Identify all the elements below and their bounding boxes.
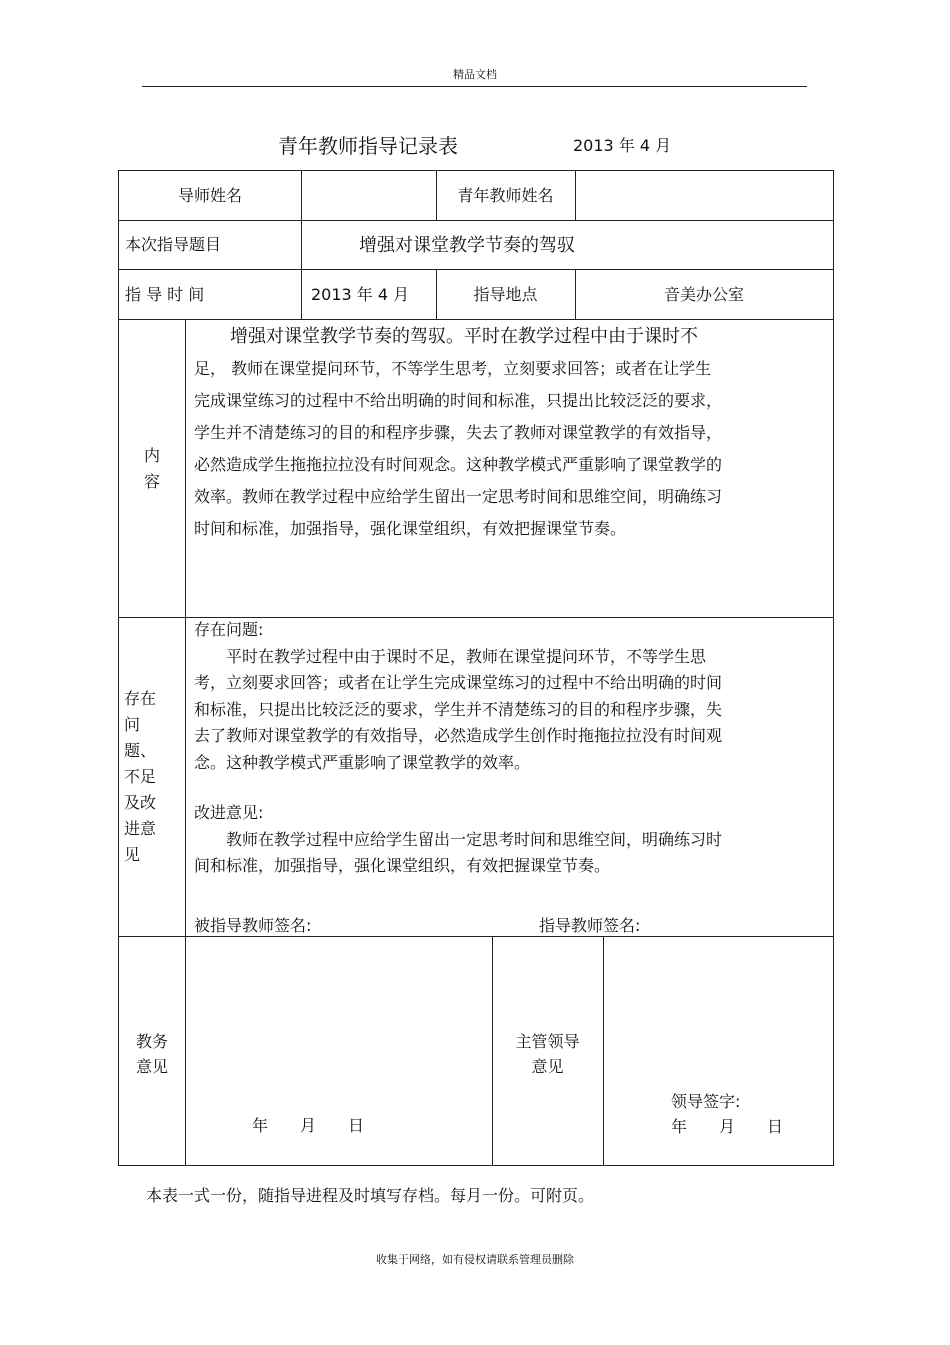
- improve-line: 间和标准，加强指导，强化课堂组织，有效把握课堂节奏。: [194, 856, 611, 875]
- content-line: 增强对课堂教学节奏的驾驭。平时在教学过程中由于课时不: [194, 326, 698, 347]
- leader-label-1: 主管领导: [515, 1032, 580, 1051]
- row-divider: [119, 936, 833, 937]
- issues-label: [124, 686, 156, 868]
- sign-teacher-label: 被指导教师签名:: [194, 916, 312, 935]
- teacher-name-label: 青年教师姓名: [457, 186, 554, 205]
- sign-mentor-label: 指导教师签名:: [539, 916, 641, 935]
- place-value: 音美办公室: [663, 285, 744, 304]
- mentor-name-label: 导师姓名: [177, 186, 242, 205]
- issues-label-line: 见: [124, 845, 141, 864]
- row-divider: [119, 319, 833, 320]
- content-line: 足， 教师在课堂提问环节，不等学生思考，立刻要求回答；或者在让学生: [194, 359, 712, 378]
- problem-heading: 存在问题:: [194, 620, 264, 639]
- form-date: 2013 年 4 月: [573, 136, 672, 155]
- col-divider: [575, 171, 576, 220]
- page-footer: 收集于网络，如有侵权请联系管理员删除: [376, 1253, 574, 1266]
- issues-label-line: 存在: [124, 689, 157, 708]
- academic-date: 年 月 日: [252, 1116, 365, 1135]
- improve-heading: 改进意见:: [194, 803, 264, 822]
- problem-line: 考，立刻要求回答；或者在让学生完成课堂练习的过程中不给出明确的时间: [194, 673, 723, 692]
- issues-label-line: 进意: [124, 819, 157, 838]
- content-label-2: 容: [143, 472, 160, 491]
- content-line: 完成课堂练习的过程中不给出明确的时间和标准，只提出比较泛泛的要求，: [194, 391, 723, 410]
- issues-label-line: 不足: [124, 767, 157, 786]
- col-divider: [185, 319, 186, 1165]
- record-table: [118, 170, 834, 1166]
- col-divider: [301, 269, 302, 319]
- content-label-1: 内: [143, 446, 160, 465]
- issues-label-line: 题、: [124, 741, 157, 760]
- topic-value: 增强对课堂教学节奏的驾驭: [359, 235, 575, 256]
- row-divider: [119, 220, 833, 221]
- page-header: 精品文档: [453, 68, 497, 81]
- col-divider: [603, 936, 604, 1165]
- content-line: 时间和标准，加强指导，强化课堂组织，有效把握课堂节奏。: [194, 519, 627, 538]
- form-note: 本表一式一份，随指导进程及时填写存档。每月一份。可附页。: [146, 1186, 595, 1205]
- col-divider: [301, 171, 302, 220]
- topic-label: 本次指导题目: [125, 235, 222, 254]
- col-divider: [301, 220, 302, 269]
- problem-line: 去了教师对课堂教学的有效指导，必然造成学生创作时拖拖拉拉没有时间观: [194, 726, 723, 745]
- problem-line: 念。这种教学模式严重影响了课堂教学的效率。: [194, 752, 531, 772]
- header-rule: [142, 86, 807, 87]
- improve-line: 教师在教学过程中应给学生留出一定思考时间和思维空间，明确练习时: [194, 829, 723, 849]
- academic-label-1: 教务: [135, 1032, 168, 1051]
- time-label: 指 导 时 间: [125, 285, 205, 304]
- issues-body: [194, 617, 829, 880]
- leader-label-2: 意见: [531, 1057, 564, 1076]
- content-line: 学生并不清楚练习的目的和程序步骤，失去了教师对课堂教学的有效指导，: [194, 423, 723, 442]
- row-divider: [119, 269, 833, 270]
- issues-label-line: 及改: [124, 793, 157, 812]
- content-body: [194, 321, 829, 545]
- leader-date: 年 月 日: [671, 1117, 784, 1136]
- time-value: 2013 年 4 月: [311, 285, 410, 304]
- problem-line: 和标准，只提出比较泛泛的要求，学生并不清楚练习的目的和程序步骤，失: [194, 699, 723, 719]
- problem-line: 平时在教学过程中由于课时不足，教师在课堂提问环节，不等学生思: [194, 646, 707, 666]
- leader-sign-label: 领导签字:: [671, 1092, 741, 1111]
- content-line: 必然造成学生拖拖拉拉没有时间观念。这种教学模式严重影响了课堂教学的: [194, 455, 723, 474]
- form-title: 青年教师指导记录表: [278, 134, 458, 158]
- academic-label-2: 意见: [135, 1057, 168, 1076]
- place-label: 指导地点: [473, 285, 538, 304]
- issues-label-line: 问: [124, 715, 141, 734]
- content-line: 效率。教师在教学过程中应给学生留出一定思考时间和思维空间，明确练习: [194, 487, 723, 506]
